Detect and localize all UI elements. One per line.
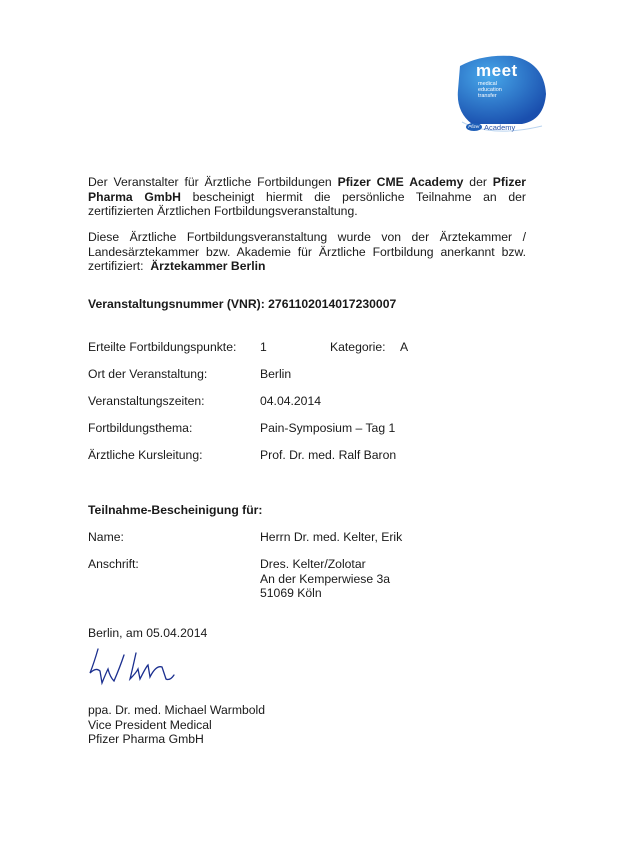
dates-label: Veranstaltungszeiten: xyxy=(88,394,205,408)
address-line-2: An der Kemperwiese 3a xyxy=(260,571,391,586)
logo-brand: meet xyxy=(476,61,518,80)
points-label: Erteilte Fortbildungspunkte: xyxy=(88,340,237,354)
signatory-block xyxy=(88,703,265,747)
logo-tagline-2: education xyxy=(478,87,502,93)
intro-text-1: Der Veranstalter für Ärztliche Fortbildungen xyxy=(88,175,338,189)
category-label: Kategorie: xyxy=(330,340,386,354)
address-block xyxy=(260,557,390,601)
pfizer-mark-icon: Pfizer xyxy=(466,123,482,131)
topic-value: Pain-Symposium – Tag 1 xyxy=(260,421,396,435)
intro-paragraph xyxy=(88,175,526,219)
vnr-heading: Veranstaltungsnummer (VNR): 2761102014017230007 xyxy=(88,297,397,311)
logo-partner: Academy xyxy=(484,123,516,132)
address-line-3: 51069 Köln xyxy=(260,586,322,600)
intro-company: Pfizer Pharma GmbH xyxy=(88,175,526,204)
logo-tagline-1: medical xyxy=(478,81,497,87)
lead-label: Ärztliche Kursleitung: xyxy=(88,448,203,462)
signatory-company: Pfizer Pharma GmbH xyxy=(88,732,204,746)
participant-heading: Teilnahme-Bescheinigung für: xyxy=(88,503,263,517)
intro-text-3: bescheinigt hiermit die persönliche Teilnahme an der zertifizierten Ärztlichen Fortbildungsveranstaltung. xyxy=(88,189,526,218)
category-value: A xyxy=(400,340,409,354)
address-label: Anschrift: xyxy=(88,557,139,571)
lead-value: Prof. Dr. med. Ralf Baron xyxy=(260,448,397,462)
recognition-text: Diese Ärztliche Fortbildungsveranstaltung wurde von der Ärztekammer / Landesärztekammer bzw. Akademie für Ärztliche Fortbildung anerkannt bzw. zertifiziert: xyxy=(88,230,526,273)
intro-text-2: der xyxy=(463,175,493,189)
location-label: Ort der Veranstaltung: xyxy=(88,367,208,381)
address-line-1: Dres. Kelter/Zolotar xyxy=(260,557,366,571)
recognition-paragraph xyxy=(88,230,526,274)
signature-icon xyxy=(86,643,196,689)
location-value: Berlin xyxy=(260,367,292,381)
name-value: Herrn Dr. med. Kelter, Erik xyxy=(260,530,403,544)
place-date: Berlin, am 05.04.2014 xyxy=(88,626,208,640)
logo-tagline-3: transfer xyxy=(478,93,497,99)
dates-value: 04.04.2014 xyxy=(260,394,321,408)
signatory-role: Vice President Medical xyxy=(88,717,212,732)
signatory-name: ppa. Dr. med. Michael Warmbold xyxy=(88,703,266,717)
meet-academy-logo xyxy=(452,54,548,142)
recognition-chamber: Ärztekammer Berlin xyxy=(150,259,266,273)
points-value: 1 xyxy=(260,340,267,354)
intro-academy: Pfizer CME Academy xyxy=(337,175,464,189)
topic-label: Fortbildungsthema: xyxy=(88,421,193,435)
name-label: Name: xyxy=(88,530,124,544)
